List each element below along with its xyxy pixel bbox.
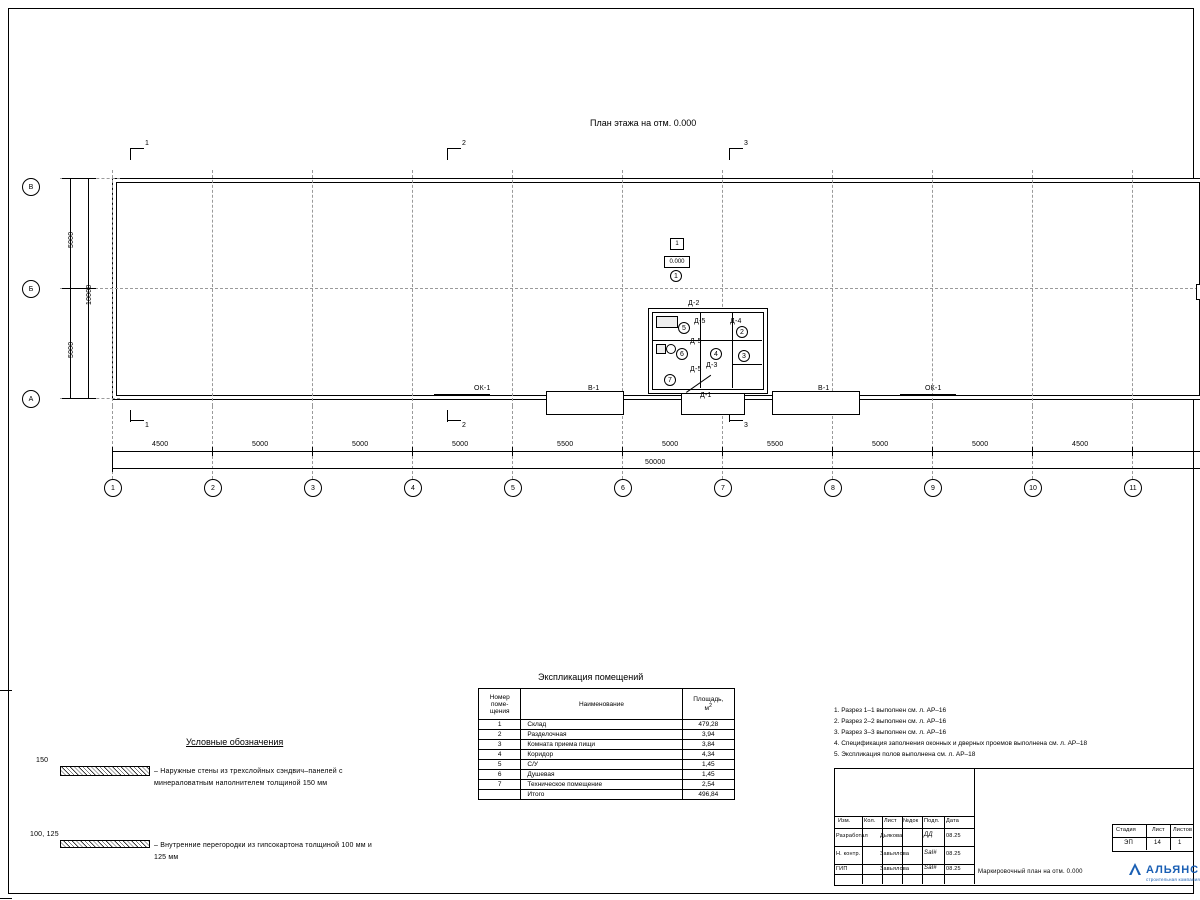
table-row: [479, 730, 735, 740]
section-mark-2-bottom-leg: [447, 410, 448, 422]
axis-bubble-10: [1024, 479, 1042, 497]
axis-label: 4: [411, 484, 415, 492]
total-spacer: [479, 790, 521, 800]
window-label-v1-left: В-1: [588, 385, 600, 392]
explication-cell: Разделочная: [521, 730, 682, 740]
explication-header-row: [479, 689, 735, 720]
tb-col-list: Лист: [884, 818, 897, 824]
axis-bubble-7: [714, 479, 732, 497]
note-item: 1. Разрез 1–1 выполнен см. л. АР–16: [834, 707, 947, 714]
legend-title: Условные обозначения: [186, 737, 284, 747]
axis-label-a: А: [28, 395, 34, 403]
explication-cell: Техническое помещение: [521, 780, 682, 790]
section-mark-2-top-leg: [447, 148, 448, 160]
explication-cell: 3,94: [682, 730, 734, 740]
axis-bubble-9: [924, 479, 942, 497]
room-marker-1: [670, 270, 682, 282]
opening-door-right: [772, 391, 860, 415]
room-marker-num: 2: [740, 328, 744, 336]
explication-cell: Душевая: [521, 770, 682, 780]
margin-mark: [0, 898, 12, 899]
vdim-label-1: 5000: [68, 231, 75, 248]
axis-bubble-5: [504, 479, 522, 497]
explication-header-cell: Номер поме- щения: [479, 689, 521, 720]
section-mark-1-top-leg: [130, 148, 131, 160]
window-ok1-left: [434, 394, 490, 396]
company-name: АЛЬЯНС: [1146, 864, 1200, 876]
section-mark-3-top: [729, 148, 743, 149]
partition-h1: [700, 340, 762, 341]
legend-text-exterior: – Наружные стены из трехслойных сэндвич–панелей с минераловатным наполнителем толщиной 150 мм: [154, 768, 343, 787]
vdim-tick: [62, 178, 96, 179]
explication-cell: 2,54: [682, 780, 734, 790]
tb-role-1: Н. контр.: [836, 851, 861, 857]
explication-header-cell: Площадь, $м^2$: [682, 689, 734, 720]
tb-date-2: 08.25: [946, 866, 961, 872]
axis-bubble-a: [22, 390, 40, 408]
table-row: [479, 720, 735, 730]
explication-header-cell: Наименование: [521, 689, 682, 720]
section-mark-1-bottom-leg: [130, 410, 131, 422]
section-label-3-top: 3: [744, 140, 749, 147]
explication-cell: 4,34: [682, 750, 734, 760]
axis-label: 1: [111, 484, 115, 492]
section-mark-1-bottom: [130, 420, 144, 421]
tb-col-podp: Подп.: [924, 818, 940, 824]
explication-cell: Склад: [521, 720, 682, 730]
title-block-line: [834, 828, 974, 829]
title-block-line: [834, 874, 974, 875]
hdim-7: 5500: [767, 441, 784, 448]
window-label-ok1-left: ОК-1: [474, 385, 491, 392]
explication-cell: 1,45: [682, 770, 734, 780]
hdim-total-line: [112, 468, 1200, 469]
notes-list: [834, 705, 1087, 760]
tb-role-0: Разработал: [836, 833, 868, 839]
room-marker-num: 5: [682, 324, 686, 332]
door-label-d3: Д-3: [706, 362, 718, 369]
explication-cell: 4: [479, 750, 521, 760]
axis-label-v: В: [28, 183, 34, 191]
axis-bubble-b: [22, 280, 40, 298]
title-block-line: [834, 846, 974, 847]
door-label-d5-b: Д-5: [690, 338, 702, 345]
explication-cell: Комната приема пищи: [521, 740, 682, 750]
room-marker-5: [678, 322, 690, 334]
axis-bubble-8: [824, 479, 842, 497]
note-item: 5. Экспликация полов выполнена см. л. АР–18: [834, 751, 976, 758]
table-row: [479, 770, 735, 780]
note-item: 4. Спецификация заполнения оконных и дверных проемов выполнена см. л. АР–18: [834, 740, 1088, 747]
stage-value-1: 14: [1154, 840, 1162, 846]
stage-header-0: Стадия: [1116, 827, 1136, 833]
vdim-label-total: 10000: [86, 284, 93, 305]
axis-bubble-11: [1124, 479, 1142, 497]
section-mark-2-bottom: [447, 420, 461, 421]
tb-name-0: Дьякова: [880, 833, 903, 839]
plan-title: План этажа на отм. 0.000: [590, 118, 697, 128]
stage-header-1: Лист: [1152, 827, 1165, 833]
stage-header-2: Листов: [1173, 827, 1193, 833]
axis-bubble-2: [204, 479, 222, 497]
tb-col-ndok: №док: [903, 818, 919, 824]
room-marker-6: [676, 348, 688, 360]
level-mark-num-text: 1: [675, 241, 679, 247]
door-label-d1: Д-1: [700, 392, 712, 399]
axis-label: 2: [211, 484, 215, 492]
tb-date-1: 08.25: [946, 851, 961, 857]
note-item: 3. Разрез 3–3 выполнен см. л. АР–16: [834, 729, 947, 736]
fixture-wc: [666, 344, 676, 354]
axis-bubble-3: [304, 479, 322, 497]
explication-cell: 7: [479, 780, 521, 790]
explication-cell: 2: [479, 730, 521, 740]
section-mark-3-top-leg: [729, 148, 730, 160]
margin-mark: [0, 690, 12, 691]
table-row: [479, 760, 735, 770]
room-marker-num: 3: [742, 352, 746, 360]
hdim-1: 4500: [152, 441, 169, 448]
axis-bubble-6: [614, 479, 632, 497]
level-mark-value: [664, 256, 690, 268]
tb-col-data: Дата: [946, 818, 959, 824]
door-label-d5-a: Д-5: [694, 318, 706, 325]
explication-cell: С/У: [521, 760, 682, 770]
total-label: Итого: [521, 790, 682, 800]
explication-cell: 6: [479, 770, 521, 780]
room-marker-7: [664, 374, 676, 386]
room-marker-num: 6: [680, 350, 684, 358]
table-row-total: [479, 790, 735, 800]
grid-line-b: [60, 288, 1200, 289]
door-label-d2: Д-2: [688, 300, 700, 307]
tb-sign-1: Sal#: [924, 850, 937, 856]
legend-text-interior: – Внутренние перегородки из гипсокартона толщиной 100 мм и 125 мм: [154, 842, 373, 861]
fixture-sink: [656, 344, 666, 354]
axis-label: 3: [311, 484, 315, 492]
axis-label: 10: [1029, 484, 1037, 492]
hdim-4: 5000: [452, 441, 469, 448]
tb-name-2: Завьялова: [880, 866, 910, 872]
hdim-total: 50000: [645, 459, 666, 466]
hdim-10: 4500: [1072, 441, 1089, 448]
stage-value-2: 1: [1178, 840, 1182, 846]
explication-cell: 5: [479, 760, 521, 770]
section-mark-3-bottom: [729, 420, 743, 421]
level-mark-value-text: 0.000: [669, 259, 685, 265]
explication-cell: 3,84: [682, 740, 734, 750]
tb-sign-2: Sal#: [924, 865, 937, 871]
vdim-tick: [62, 398, 96, 399]
table-row: [479, 740, 735, 750]
section-label-1-top: 1: [145, 140, 150, 147]
tb-col-izm: Изм.: [838, 818, 851, 824]
axis-bubble-4: [404, 479, 422, 497]
table-row: [479, 780, 735, 790]
table-row: [479, 750, 735, 760]
room-marker-num: 1: [674, 272, 678, 280]
explication-cell: 1,45: [682, 760, 734, 770]
axis-label: 7: [721, 484, 725, 492]
note-item: 2. Разрез 2–2 выполнен см. л. АР–16: [834, 718, 947, 725]
total-value: 496,84: [682, 790, 734, 800]
company-logo-icon: [1128, 862, 1142, 881]
tb-sheet-name: Маркировочный план на отм. 0.000: [978, 869, 1083, 875]
explication-cell: 3: [479, 740, 521, 750]
level-mark-number: [670, 238, 684, 250]
tb-name-1: Завьялова: [880, 851, 910, 857]
hdim-6: 5000: [662, 441, 679, 448]
explication-cell: 1: [479, 720, 521, 730]
window-label-ok1-right: ОК-1: [925, 385, 942, 392]
hdim-3: 5000: [352, 441, 369, 448]
window-ok1-right: [900, 394, 956, 396]
hdim-chain-line: [112, 451, 1200, 452]
hdim-5: 5500: [557, 441, 574, 448]
section-mark-1-top: [130, 148, 144, 149]
door-label-d5-c: Д-5: [690, 366, 702, 373]
explication-cell: 479,28: [682, 720, 734, 730]
door-label-d4: Д-4: [730, 318, 742, 325]
axis-label: 9: [931, 484, 935, 492]
stage-value-0: ЭП: [1124, 840, 1134, 846]
axis-label: 6: [621, 484, 625, 492]
room-marker-num: 4: [714, 350, 718, 358]
hdim-9: 5000: [972, 441, 989, 448]
explication-cell: Коридор: [521, 750, 682, 760]
window-label-v1-right: В-1: [818, 385, 830, 392]
opening-door-center: [681, 391, 745, 415]
hdim-2: 5000: [252, 441, 269, 448]
partition-h3: [732, 364, 762, 365]
room-marker-2: [736, 326, 748, 338]
vdim-label-3: 5000: [68, 341, 75, 358]
opening-door-left: [546, 391, 624, 415]
room-marker-num: 7: [668, 376, 672, 384]
axis-label-b: Б: [28, 285, 34, 293]
title-block-line: [834, 864, 974, 865]
legend-dim-exterior: 150: [36, 757, 49, 764]
legend-dim-interior: 100, 125: [30, 831, 59, 838]
title-block-line: [834, 816, 974, 817]
legend-swatch-exterior: [60, 766, 150, 776]
axis-label: 5: [511, 484, 515, 492]
right-projection: [1196, 284, 1200, 300]
company-subtitle: строительная компания: [1146, 877, 1200, 882]
section-label-3-bottom: 3: [744, 422, 749, 429]
section-label-2-bottom: 2: [462, 422, 467, 429]
legend-swatch-interior: [60, 840, 150, 848]
section-label-1-bottom: 1: [145, 422, 150, 429]
explication-table: [478, 688, 735, 800]
title-block-divider: [974, 768, 975, 884]
tb-sign-0: ДД: [924, 832, 933, 838]
tb-col-kol: Кол.: [864, 818, 876, 824]
axis-label: 11: [1129, 484, 1137, 492]
explication-title: Экспликация помещений: [538, 672, 644, 682]
tb-date-0: 08.25: [946, 833, 961, 839]
room-marker-4: [710, 348, 722, 360]
room-marker-3: [738, 350, 750, 362]
axis-bubble-v: [22, 178, 40, 196]
section-label-2-top: 2: [462, 140, 467, 147]
axis-bubble-1: [104, 479, 122, 497]
hdim-8: 5000: [872, 441, 889, 448]
tb-role-2: ГИП: [836, 866, 848, 872]
section-mark-2-top: [447, 148, 461, 149]
axis-label: 8: [831, 484, 835, 492]
fixture-counter: [656, 316, 678, 328]
